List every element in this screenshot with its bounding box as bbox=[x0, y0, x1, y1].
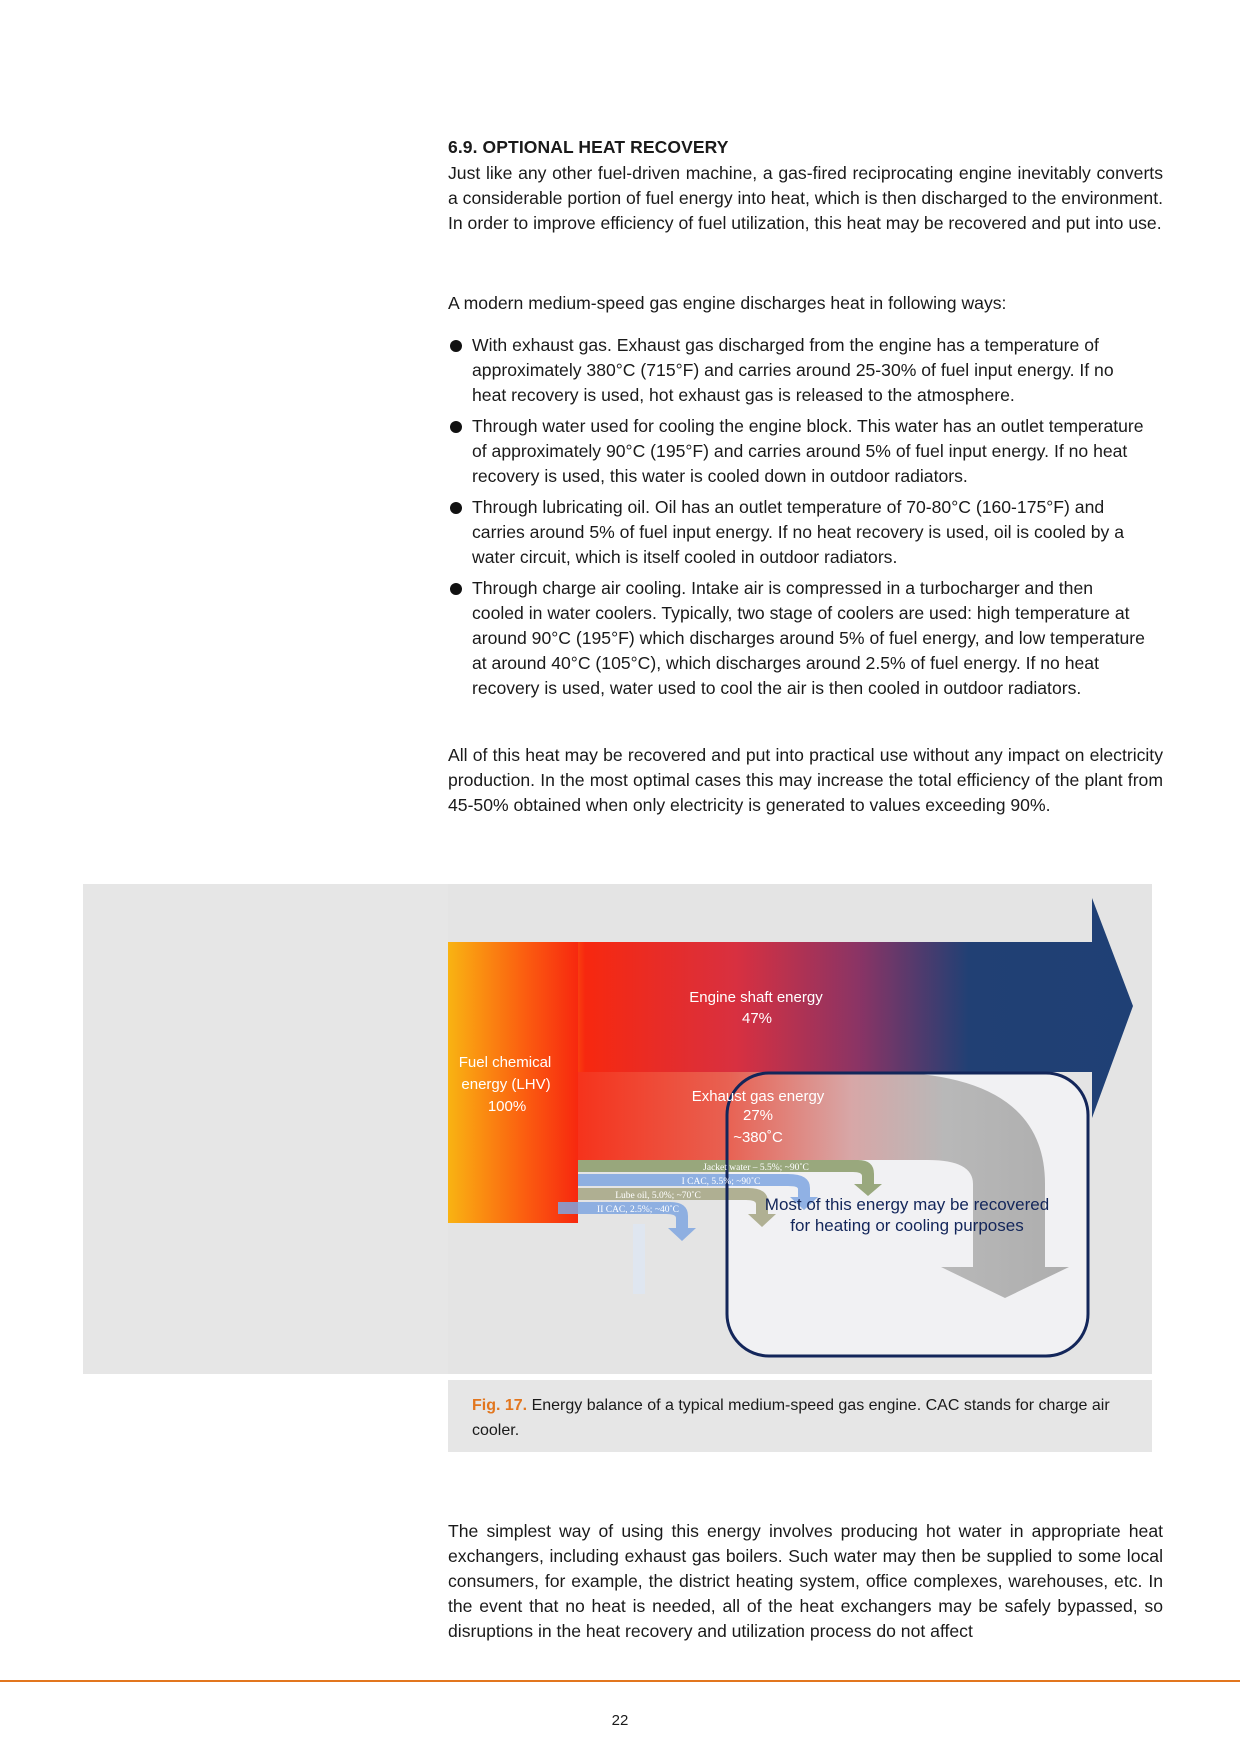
closing-paragraph: The simplest way of using this energy involves producing hot water in appropriate heat exchangers, including exhaust gas boilers. Such water may then be supplied to some local consumers, for example, the district heating system, office complexes, warehouses, etc. In the event that no heat is needed, all of the heat exchangers may be safely bypassed, so disruptions in the heat recovery and utilization process do not affect bbox=[448, 1521, 1163, 1641]
bullet-icon bbox=[450, 583, 462, 595]
exhaust-label: 27% bbox=[742, 1107, 774, 1124]
shaft-label: 47% bbox=[741, 1010, 773, 1027]
bullet-icon bbox=[450, 421, 462, 433]
fuel-label: energy (LHV) bbox=[461, 1076, 551, 1093]
faint-stream bbox=[633, 1224, 645, 1294]
lead-paragraph: A modern medium-speed gas engine discharges heat in following ways: bbox=[448, 293, 1007, 313]
shaft-label: Engine shaft energy bbox=[689, 989, 823, 1006]
ii-cac-label: II CAC, 2.5%; ~40˚C bbox=[597, 1205, 679, 1215]
bullet-icon bbox=[450, 340, 462, 352]
bullet-item bbox=[448, 333, 1148, 408]
bullet-text: Through lubricating oil. Oil has an outlet temperature of 70-80°C (160-175°F) and carries around 5% of fuel input energy. If no heat recovery is used, oil is cooled by a water circuit, which is itself cooled in outdoor radiators. bbox=[472, 497, 1124, 567]
bullet-text: Through water used for cooling the engine block. This water has an outlet temperature of approximately 90°C (195°F) and carries around 5% of fuel input energy. If no heat recovery is used, this water is cooled down in outdoor radiators. bbox=[472, 416, 1144, 486]
footer-rule bbox=[0, 1680, 1240, 1682]
bullet-text: With exhaust gas. Exhaust gas discharged from the engine has a temperature of approximately 380°C (715°F) and carries around 25-30% of fuel input energy. If no heat recovery is used, hot exhaust gas is released to the atmosphere. bbox=[472, 335, 1114, 405]
exhaust-label: ~380˚C bbox=[733, 1129, 783, 1146]
exhaust-label: Exhaust gas energy bbox=[691, 1088, 825, 1105]
bullet-item bbox=[448, 414, 1148, 489]
caption-text: Energy balance of a typical medium-speed gas engine. CAC stands for charge air cooler. bbox=[472, 1397, 1110, 1439]
caption-label: Fig. 17. bbox=[472, 1397, 528, 1414]
bullet-icon bbox=[450, 502, 462, 514]
intro-paragraph: Just like any other fuel-driven machine, a gas-fired reciprocating engine inevitably converts a considerable portion of fuel energy into heat, which is then discharged to the environment. In order to improve efficiency of fuel utilization, this heat may be recovered and put into use. bbox=[448, 163, 1163, 233]
figure-caption bbox=[448, 1380, 1152, 1452]
recovery-text: Most of this energy may be recovered bbox=[764, 1195, 1050, 1214]
summary-paragraph: All of this heat may be recovered and put into practical use without any impact on electricity production. In the most optimal cases this may increase the total efficiency of the plant from 45-50% obtained when only electricity is generated to values exceeding 90%. bbox=[448, 745, 1163, 815]
jacket-water-label: Jacket water – 5.5%; ~90˚C bbox=[703, 1163, 809, 1173]
recovery-text: for heating or cooling purposes bbox=[790, 1216, 1024, 1235]
i-cac-label: I CAC, 5.5%; ~90˚C bbox=[681, 1177, 761, 1187]
section-heading: 6.9. OPTIONAL HEAT RECOVERY bbox=[448, 137, 729, 157]
bullet-text: Through charge air cooling. Intake air is compressed in a turbocharger and then cooled in water coolers. Typically, two stage of coolers are used: high temperature at around 90°C (195°F) which discharges around 5% of fuel energy, and low temperature at around 40°C (105°C), which discharges around 2.5% of fuel energy. If no heat recovery is used, water used to cool the air is then cooled in outdoor radiators. bbox=[472, 578, 1145, 698]
bullet-item bbox=[448, 495, 1148, 570]
fuel-label: 100% bbox=[487, 1098, 527, 1115]
lube-oil-label: Lube oil, 5.0%; ~70˚C bbox=[615, 1191, 701, 1201]
bullet-item bbox=[448, 576, 1148, 701]
energy-balance-diagram bbox=[448, 884, 1152, 1374]
page-number: 22 bbox=[611, 1712, 629, 1729]
fuel-label: Fuel chemical bbox=[458, 1054, 552, 1071]
